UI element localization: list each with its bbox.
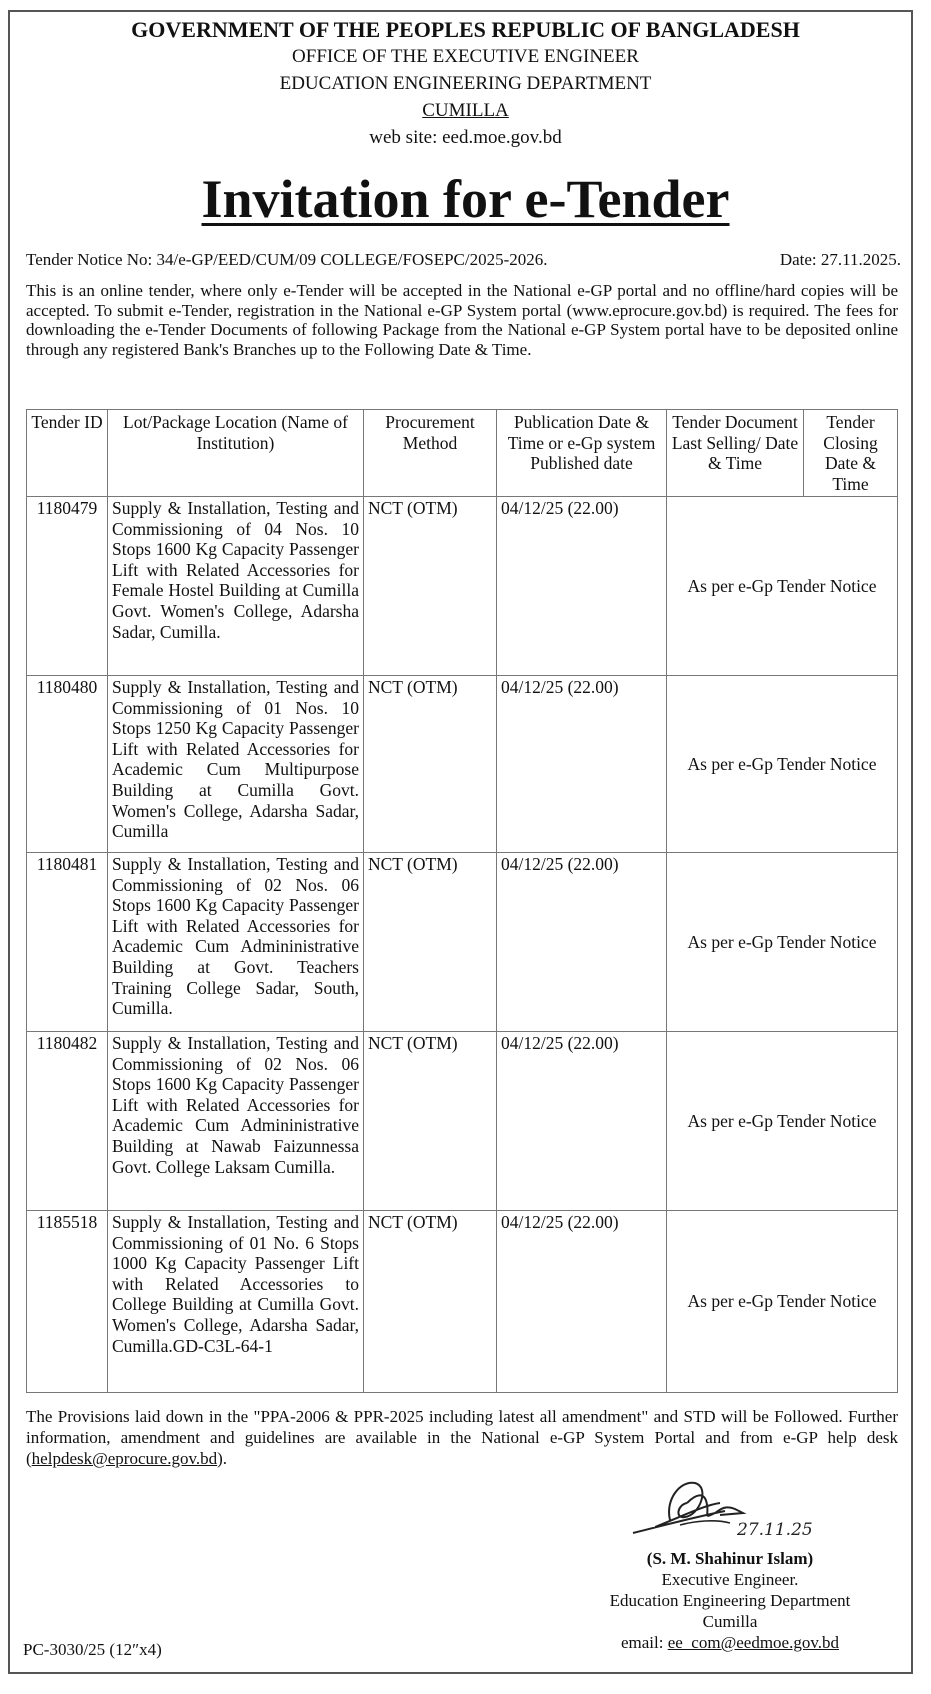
publication-date: 04/12/25 (22.00) [497, 853, 667, 1032]
package-location: Supply & Installation, Testing and Commissioning of 02 Nos. 06 Stops 1600 Kg Capacity Passenger Lift with Related Accessories for Academic Cum Admininistrative Building at Govt. Teachers Training College Sadar, South, Cumilla. [108, 853, 364, 1032]
government-heading: GOVERNMENT OF THE PEOPLES REPUBLIC OF BANGLADESH [131, 17, 800, 42]
intro-paragraph: This is an online tender, where only e-Tender will be accepted in the National e-GP portal and no offline/hard copies will be accepted. To submit e-Tender, registration in the National e-GP System portal (www.eprocure.gov.bd) is required. The fees for downloading the e-Tender Documents of following Package from the National e-GP System portal have to be deposited online through any registered Bank's Branches up to the Following Date & Time. [26, 281, 898, 359]
procurement-method: NCT (OTM) [364, 1211, 497, 1393]
header-tender-id: Tender ID [27, 410, 108, 497]
package-location: Supply & Installation, Testing and Commissioning of 01 No. 6 Stops 1000 Kg Capacity Passenger Lift with Related Accessories to College Building at Cumilla Govt. Women's College, Adarsha Sadar, Cumilla.GD-C3L-64-1 [108, 1211, 364, 1393]
pc-code: PC-3030/25 (12″x4) [23, 1640, 162, 1659]
package-location: Supply & Installation, Testing and Commissioning of 01 Nos. 10 Stops 1250 Kg Capacity Passenger Lift with Related Accessories for Academic Cum Multipurpose Building at Cumilla Govt. Women's College, Adarsha Sadar, Cumilla [108, 676, 364, 853]
selling-closing-date: As per e-Gp Tender Notice [667, 1211, 898, 1393]
signatory-department: Education Engineering Department [609, 1591, 851, 1610]
header-closing: Tender Closing Date & Time [804, 410, 898, 497]
signature-date: 27.11.25 [737, 1520, 813, 1540]
department-heading: EDUCATION ENGINEERING DEPARTMENT [279, 73, 652, 94]
procurement-method: NCT (OTM) [364, 853, 497, 1032]
header-method: Procurement Method [364, 410, 497, 497]
office-heading: OFFICE OF THE EXECUTIVE ENGINEER [292, 46, 639, 67]
table-row [27, 497, 898, 676]
provisions-end: ). [217, 1449, 228, 1468]
selling-closing-date: As per e-Gp Tender Notice [667, 853, 898, 1032]
publication-date: 04/12/25 (22.00) [497, 676, 667, 853]
package-location: Supply & Installation, Testing and Commissioning of 02 Nos. 06 Stops 1600 Kg Capacity Passenger Lift with Related Accessories for Academic Cum Admininistrative Building at Nawab Faizunnessa Govt. College Laksam Cumilla. [108, 1032, 364, 1211]
table-row [27, 1211, 898, 1393]
notice-date: Date: 27.11.2025. [779, 250, 901, 269]
procurement-method: NCT (OTM) [364, 1032, 497, 1211]
selling-closing-date: As per e-Gp Tender Notice [667, 1032, 898, 1211]
signatory-name: (S. M. Shahinur Islam) [646, 1549, 814, 1568]
selling-closing-date: As per e-Gp Tender Notice [667, 676, 898, 853]
tender-notice-number: Tender Notice No: 34/e-GP/EED/CUM/09 COLLEGE/FOSEPC/2025-2026. [26, 250, 548, 269]
city-heading: CUMILLA [422, 100, 509, 121]
header-publication: Publication Date & Time or e-Gp system Published date [497, 410, 667, 497]
tender-id: 1180480 [27, 676, 108, 853]
tender-id: 1180481 [27, 853, 108, 1032]
procurement-method: NCT (OTM) [364, 676, 497, 853]
table-row [27, 1032, 898, 1211]
email-label: email: [620, 1633, 668, 1652]
signatory-email-link[interactable]: ee_com@eedmoe.gov.bd [667, 1633, 839, 1652]
provisions-paragraph [26, 1406, 898, 1469]
page-title: Invitation for e-Tender [201, 169, 730, 229]
tender-table [26, 409, 898, 1393]
signatory-block [560, 1548, 900, 1653]
publication-date: 04/12/25 (22.00) [497, 1211, 667, 1393]
publication-date: 04/12/25 (22.00) [497, 497, 667, 676]
tender-id: 1185518 [27, 1211, 108, 1393]
tender-id: 1180479 [27, 497, 108, 676]
signatory-location: Cumilla [702, 1612, 758, 1631]
signatory-designation: Executive Engineer. [661, 1570, 799, 1589]
publication-date: 04/12/25 (22.00) [497, 1032, 667, 1211]
tender-id: 1180482 [27, 1032, 108, 1211]
selling-closing-date: As per e-Gp Tender Notice [667, 497, 898, 676]
signatory-email-line [560, 1632, 900, 1653]
signature-image [625, 1475, 825, 1550]
table-header-row [27, 410, 898, 497]
table-row [27, 853, 898, 1032]
table-row [27, 676, 898, 853]
helpdesk-email-link[interactable]: helpdesk@eprocure.gov.bd [31, 1449, 218, 1468]
package-location: Supply & Installation, Testing and Commissioning of 04 Nos. 10 Stops 1600 Kg Capacity Passenger Lift with Related Accessories for Female Hostel Building at Cumilla Govt. Women's College, Adarsha Sadar, Cumilla. [108, 497, 364, 676]
header-location: Lot/Package Location (Name of Institution) [108, 410, 364, 497]
provisions-text: The Provisions laid down in the "PPA-2006 & PPR-2025 including latest all amendment" and STD will be Followed. Further information, amendment and guidelines are available in the National e-GP System Portal and from e-GP help desk ( [26, 1407, 898, 1468]
header-last-selling: Tender Document Last Selling/ Date & Time [667, 410, 804, 497]
procurement-method: NCT (OTM) [364, 497, 497, 676]
website-text: web site: eed.moe.gov.bd [369, 127, 562, 148]
